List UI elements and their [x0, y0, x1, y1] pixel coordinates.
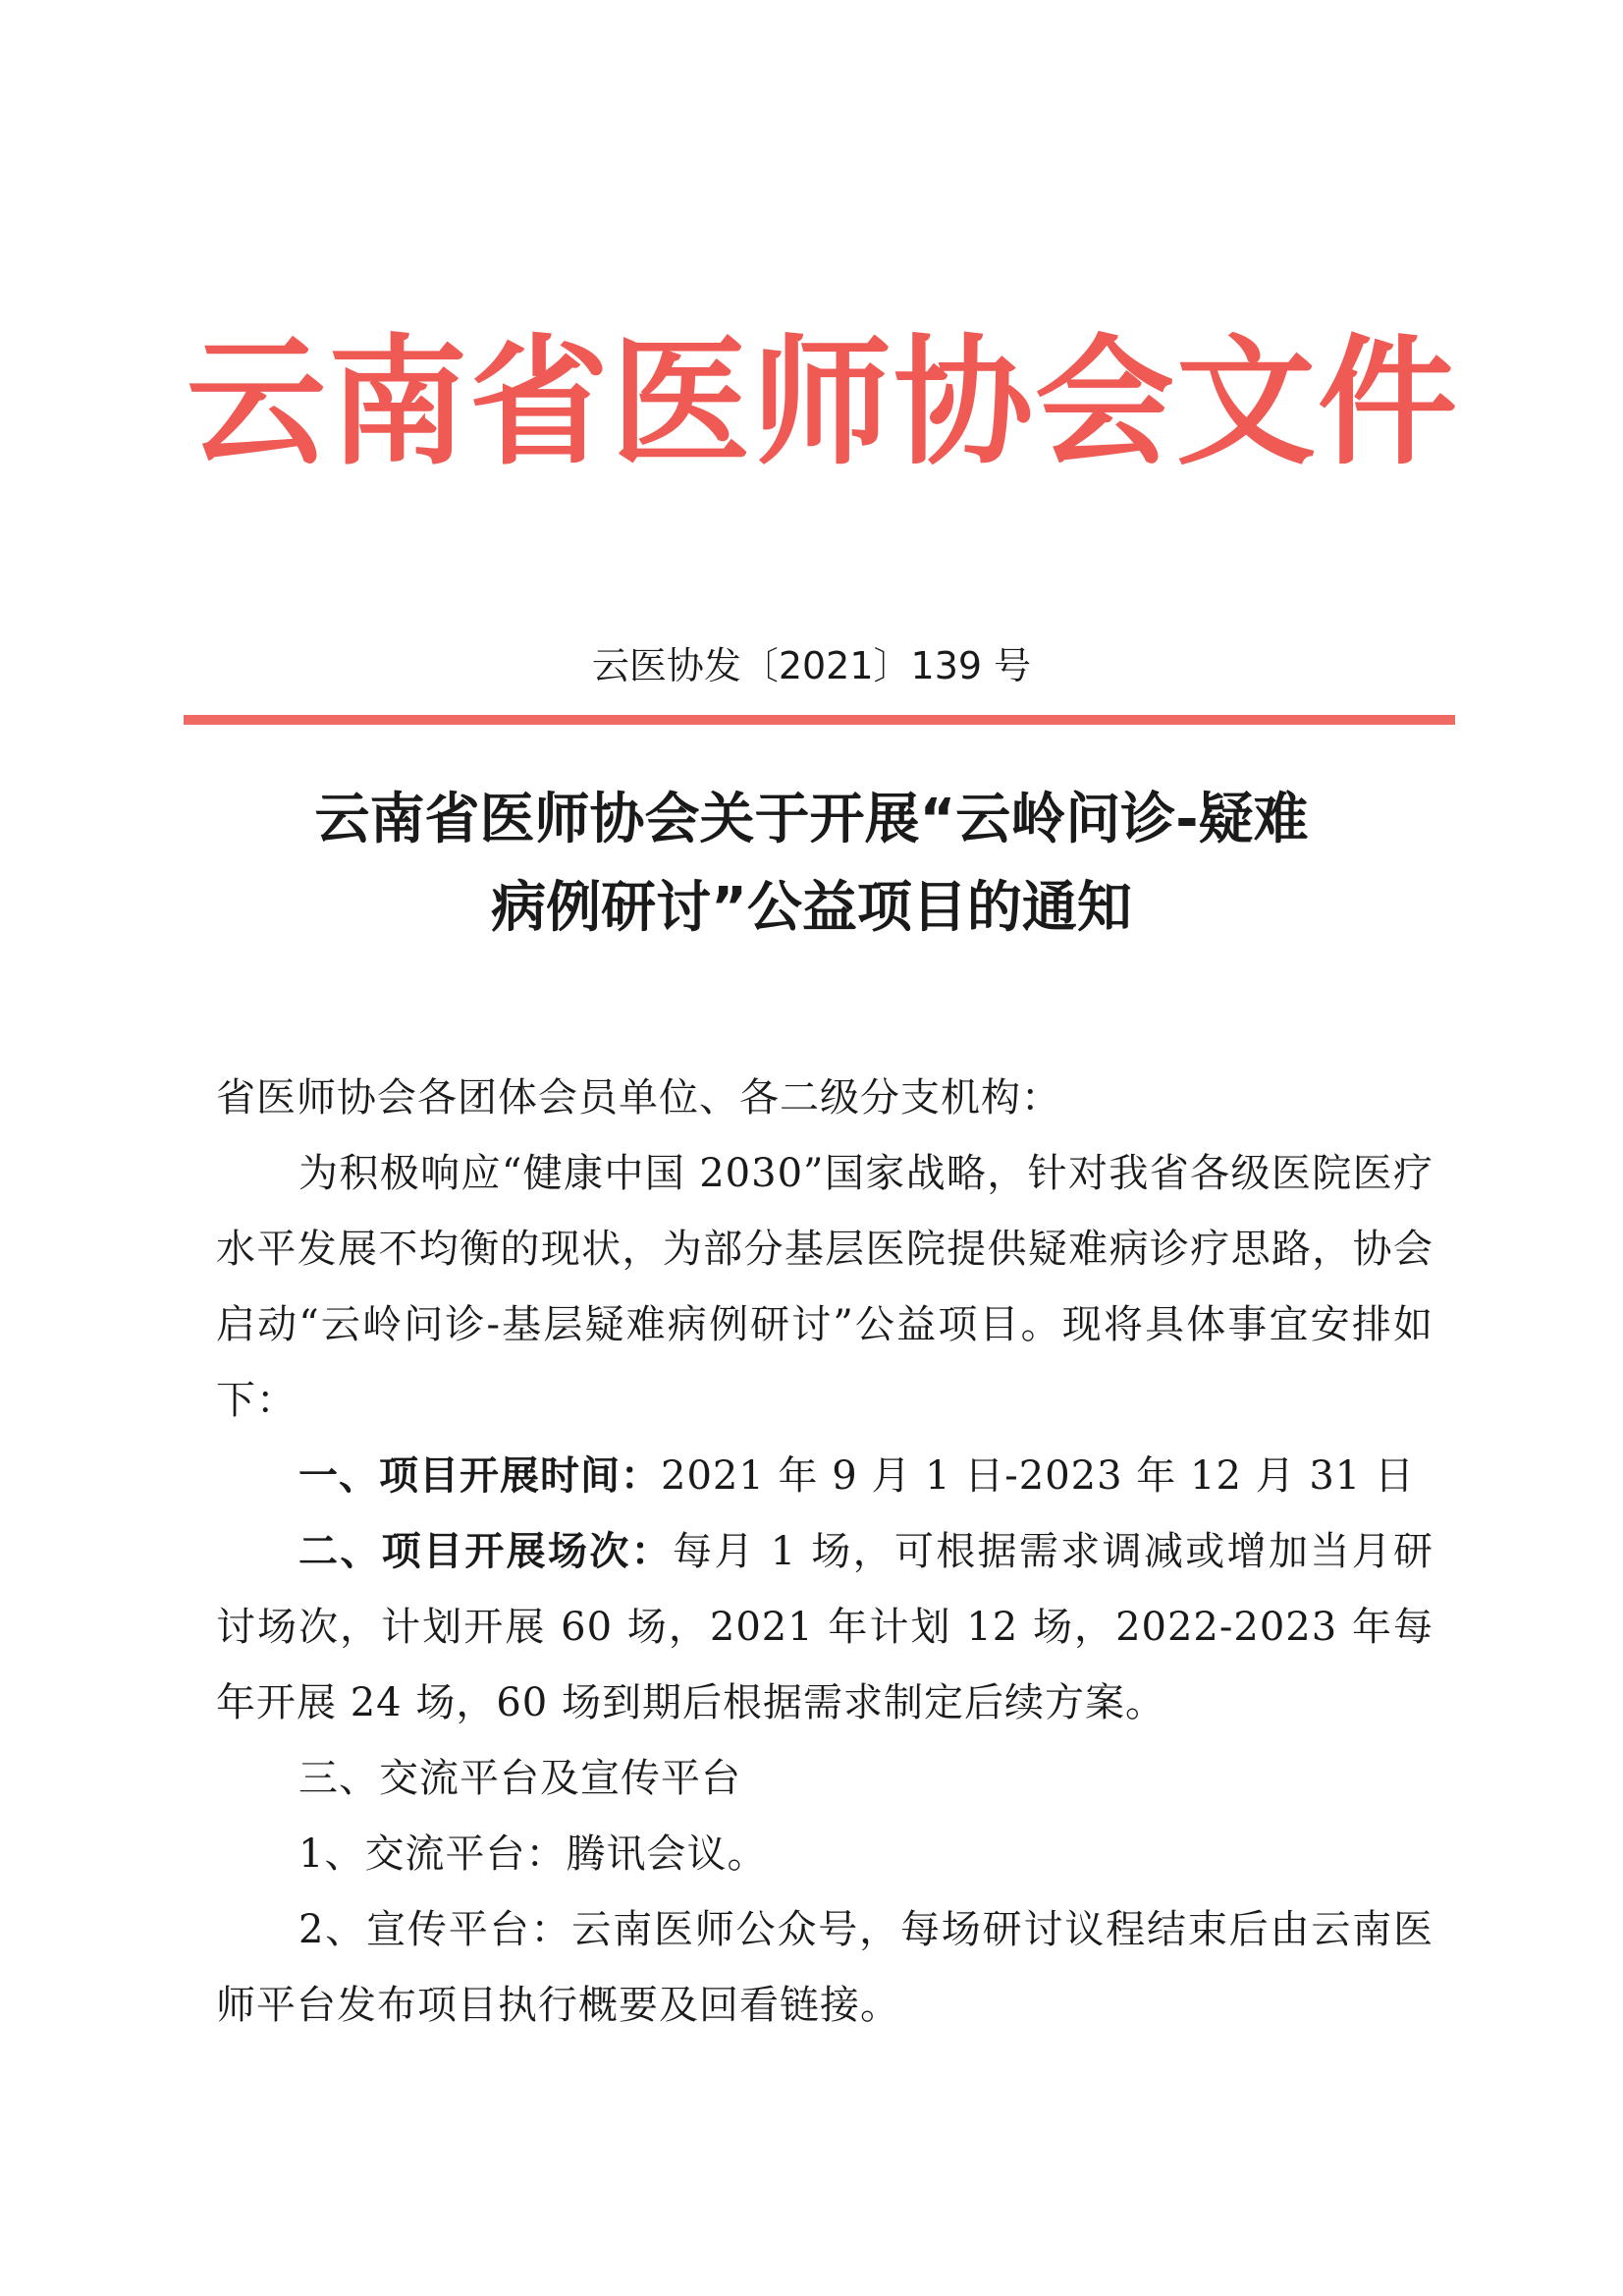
salutation: 省医师协会各团体会员单位、各二级分支机构： [216, 1075, 1061, 1121]
section-1-heading: 一、项目开展时间： [298, 1453, 661, 1499]
document-number: 云医协发〔2021〕139 号 [591, 644, 1032, 687]
notice-title-line-1: 云南省医师协会关于开展“云岭问诊-疑难 [314, 788, 1309, 851]
notice-title-line-2: 病例研讨”公益项目的通知 [491, 876, 1132, 940]
intro-paragraph: 为积极响应“健康中国 2030”国家战略，针对我省各级医院医疗水平发展不均衡的现状，为部分基层医院提供疑难病诊疗思路，协会启动“云岭问诊-基层疑难病例研讨”公益项目。现将具体事宜安排如下： [216, 1151, 1434, 1423]
red-divider [184, 715, 1455, 725]
section-2 [216, 1514, 1434, 1741]
list-item-2: 2、宣传平台：云南医师公众号，每场研讨议程结束后由云南医师平台发布项目执行概要及回看链接。 [216, 1907, 1434, 2028]
section-3-heading: 三、交流平台及宣传平台 [298, 1756, 741, 1801]
section-1 [216, 1439, 1434, 1514]
document-body [216, 1061, 1434, 2044]
section-2-text: 每月 1 场，可根据需求调减或增加当月研讨场次，计划开展 60 场，2021 年计划 12 场，2022-2023 年每年开展 24 场，60 场到期后根据需求制定后续方案。 [216, 1529, 1434, 1725]
notice-title [167, 776, 1456, 953]
masthead-title: 云南省医师协会文件 [187, 321, 1459, 484]
section-3 [216, 1741, 1434, 1817]
list-item-1: 1、交流平台：腾讯会议。 [298, 1831, 768, 1877]
section-2-heading: 二、项目开展场次： [298, 1529, 674, 1574]
section-1-text: 2021 年 9 月 1 日-2023 年 12 月 31 日 [661, 1453, 1415, 1499]
